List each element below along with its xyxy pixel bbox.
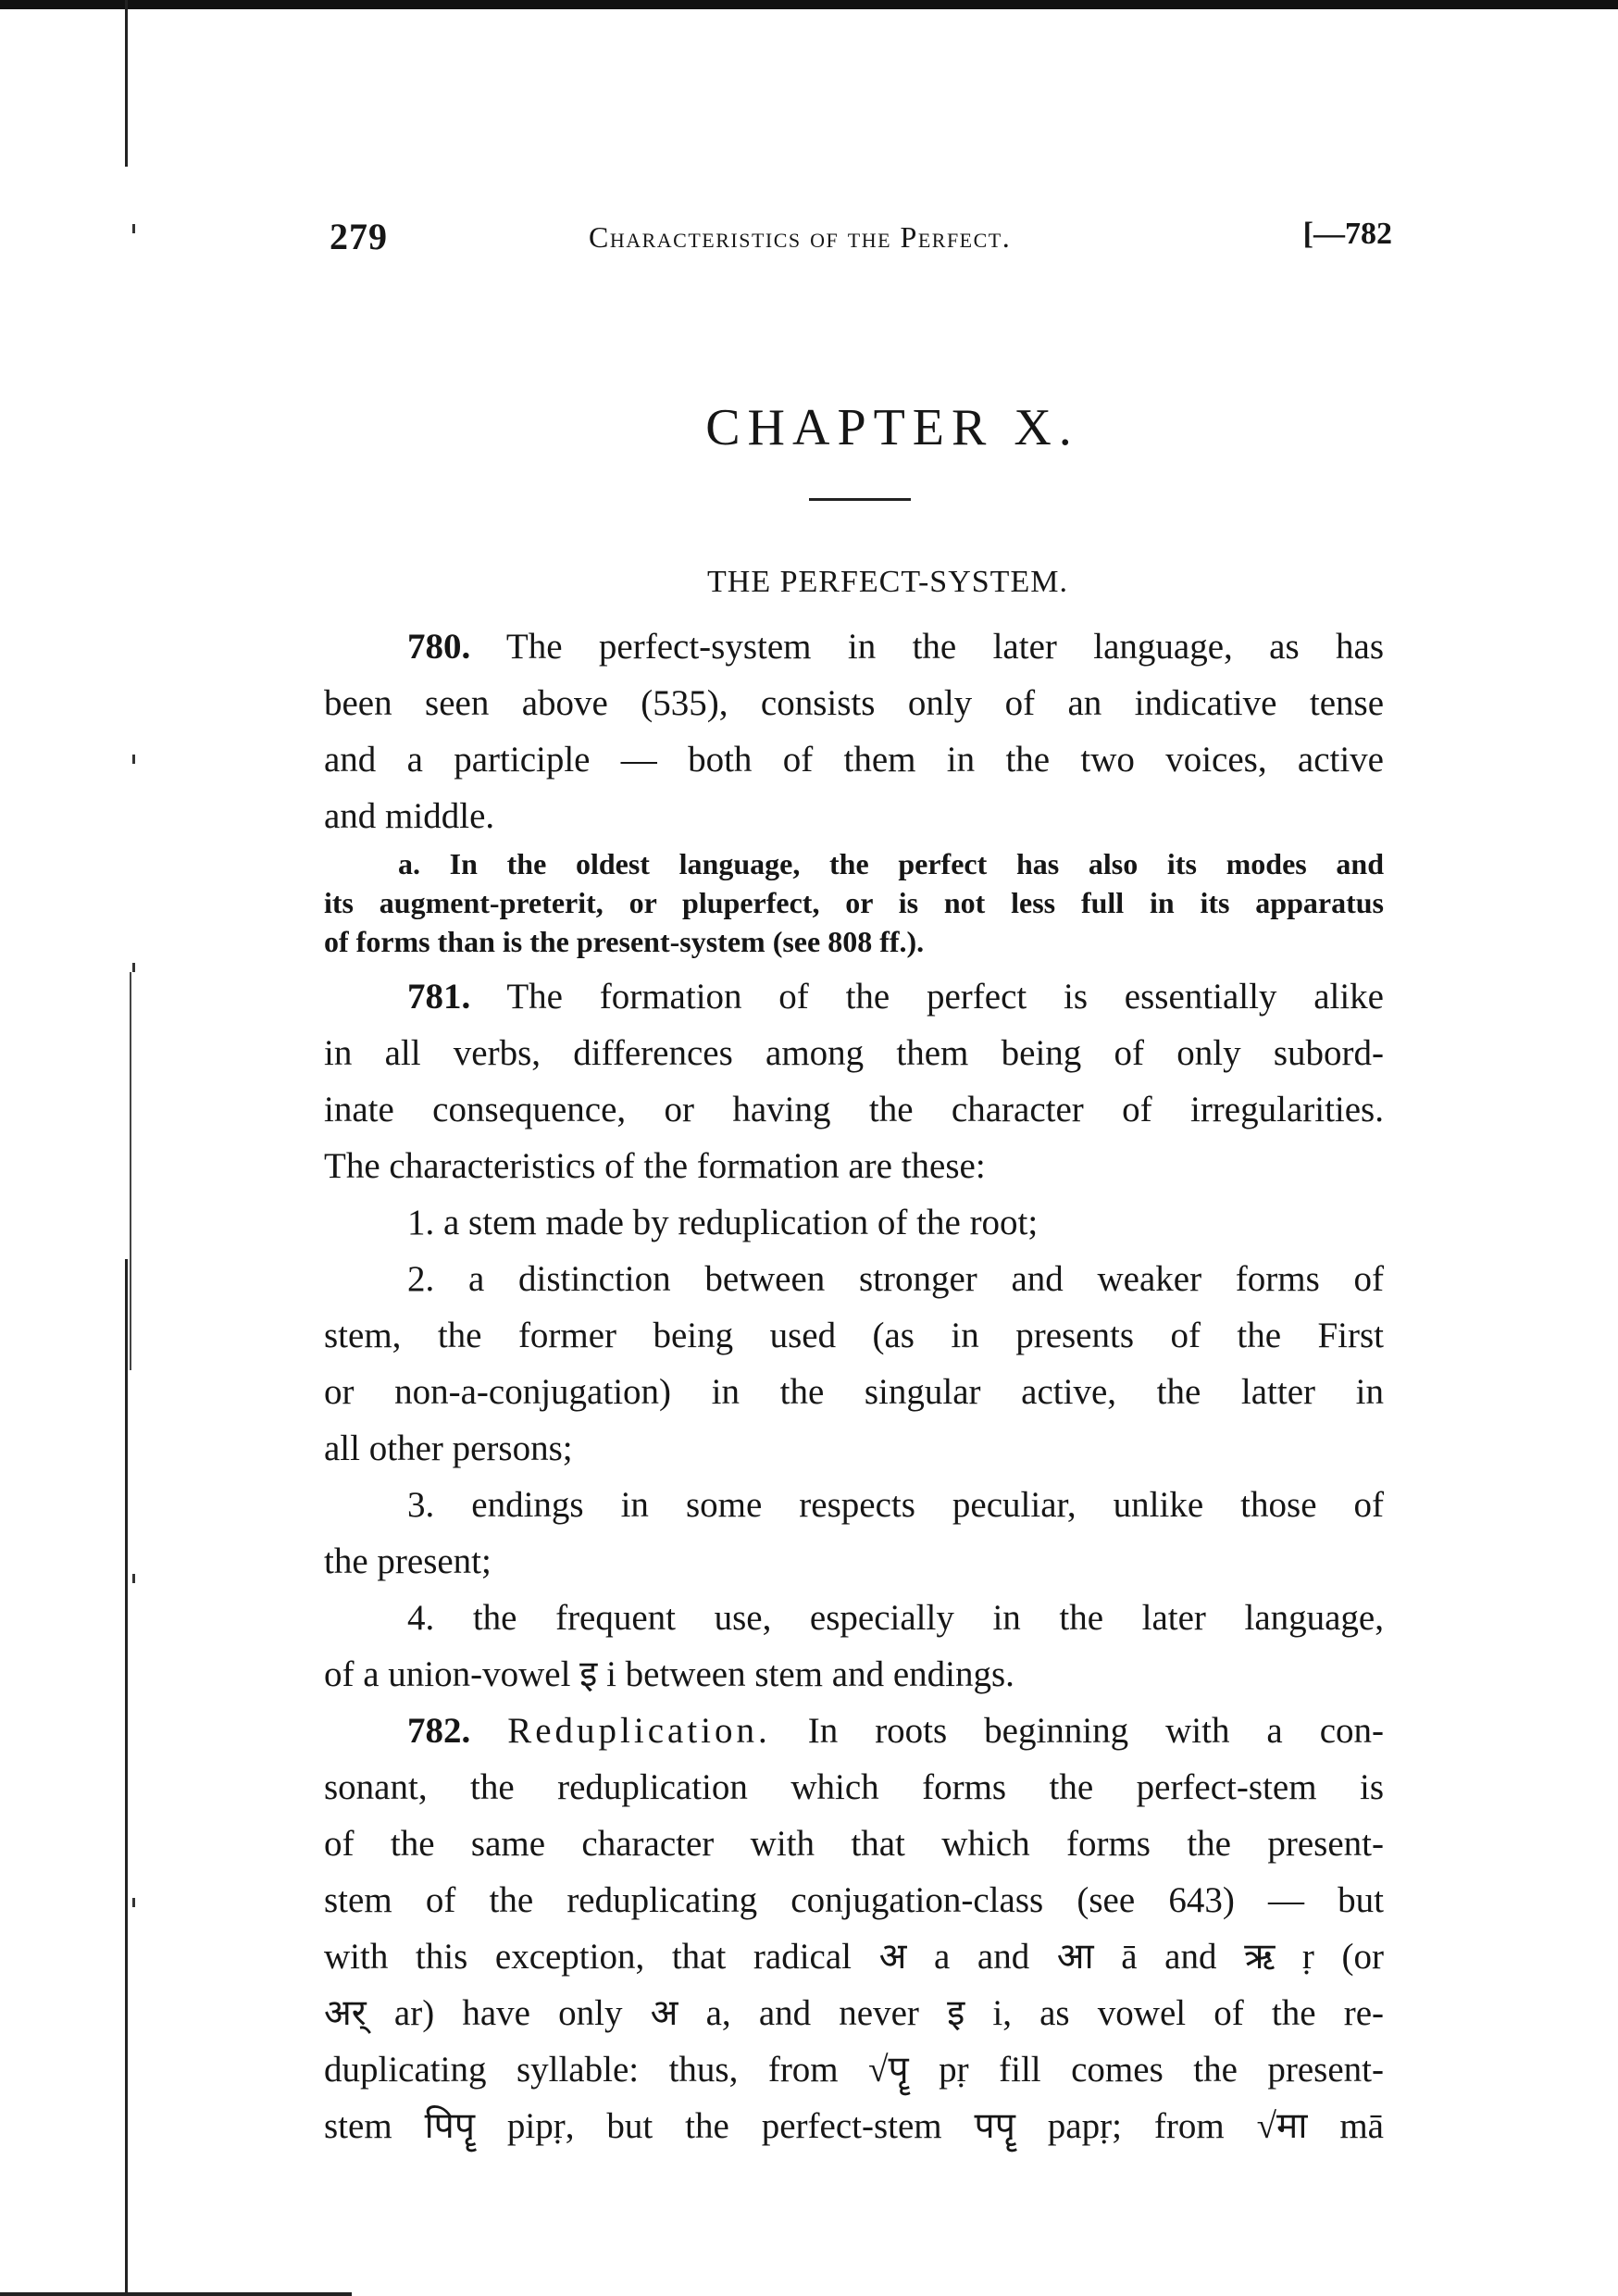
paragraph-heading: Reduplication.	[507, 1711, 771, 1751]
running-head-title: Characteristics of the Perfect.	[589, 220, 1012, 254]
paragraph-line: inate consequence, or having the character of irregularities.	[324, 1090, 1384, 1129]
paragraph-text: The formation of the perfect is essentially alike	[506, 977, 1384, 1017]
paragraph-780	[324, 618, 1384, 844]
paragraph-line: अर् ar) have only अ a, and never इ i, as vowel of the re-	[324, 1993, 1384, 2033]
chapter-title: CHAPTER X.	[705, 399, 1079, 456]
scan-top-border	[0, 0, 1618, 9]
paragraph-line: been seen above (535), consists only of an indicative tense	[324, 683, 1384, 723]
paragraph-line: duplicating syllable: thus, from √पॄ pṛ fill comes the present-	[324, 2050, 1384, 2090]
paragraph-line: with this exception, that radical अ a and आ ā and ऋ ṛ (or	[324, 1937, 1384, 1977]
scan-margin-line-mid	[130, 972, 131, 1370]
paragraph-line: of the same character with that which forms the present-	[324, 1824, 1384, 1864]
list-item: 3. endings in some respects peculiar, unlike those of	[407, 1485, 1384, 1525]
list-item-line: stem, the former being used (as in presents of the First	[324, 1316, 1384, 1355]
section-reference: [—782	[1302, 217, 1392, 251]
list-item-line: or non-a-conjugation) in the singular active, the latter in	[324, 1372, 1384, 1412]
paragraph-780a	[324, 844, 1384, 961]
paragraph-line: a. In the oldest language, the perfect has also its modes and	[398, 847, 1384, 880]
paragraph-line: stem पिपॄ pipṛ, but the perfect-stem पपॄ papṛ; from √मा mā	[324, 2106, 1384, 2146]
list-item: 4. the frequent use, especially in the later language,	[407, 1598, 1384, 1638]
paragraph-number: 780.	[407, 627, 471, 667]
characteristics-list	[324, 1194, 1384, 1703]
paragraph-number: 781.	[407, 977, 471, 1017]
scan-bottom-border	[0, 2292, 352, 2296]
paragraph-line: its augment-preterit, or pluperfect, or is not less full in its apparatus	[324, 886, 1384, 919]
page-number: 279	[330, 216, 388, 257]
running-head	[330, 215, 1392, 259]
chapter-rule	[809, 498, 911, 501]
paragraph-line	[324, 968, 1384, 1025]
paragraph-line: of forms than is the present-system (see 808 ff.).	[324, 925, 925, 958]
paragraph-text: In roots beginning with a con-	[807, 1711, 1384, 1751]
paragraph-line	[324, 1703, 1384, 1759]
scan-margin-line-bottom	[125, 1259, 128, 2296]
list-item: 1. a stem made by reduplication of the root;	[407, 1203, 1039, 1242]
paragraph-text: The perfect-system in the later language, as has	[505, 627, 1384, 667]
list-item-line: all other persons;	[324, 1429, 573, 1468]
paragraph-782	[324, 1703, 1384, 2154]
list-item-line: of a union-vowel इ i between stem and endings.	[324, 1654, 1014, 1694]
paragraph-number: 782.	[407, 1711, 471, 1751]
scan-margin-line-top	[125, 0, 128, 167]
list-item-line: the present;	[324, 1541, 492, 1581]
paragraph-line: The characteristics of the formation are these:	[324, 1146, 986, 1186]
paragraph-line: and middle.	[324, 796, 495, 836]
paragraph-line: in all verbs, differences among them being of only subord-	[324, 1033, 1384, 1073]
paragraph-781	[324, 968, 1384, 1194]
section-title: THE PERFECT-SYSTEM.	[707, 565, 1068, 599]
list-item: 2. a distinction between stronger and weaker forms of	[407, 1259, 1384, 1299]
paragraph-line: and a participle — both of them in the two voices, active	[324, 740, 1384, 780]
paragraph-line: stem of the reduplicating conjugation-class (see 643) — but	[324, 1880, 1384, 1920]
paragraph-line	[324, 618, 1384, 675]
paragraph-line: sonant, the reduplication which forms the perfect-stem is	[324, 1767, 1384, 1807]
